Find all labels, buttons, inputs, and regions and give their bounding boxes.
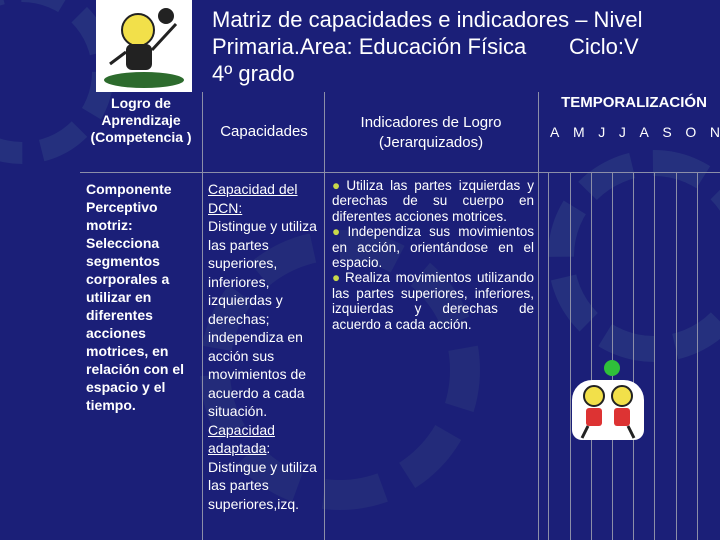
indicador-text: Realiza movimientos utilizando las partes superiores, inferiores, izquierdas y derechas de acuerdo a cada acción. [332, 270, 535, 332]
capacidad-adaptada-colon: : [266, 440, 271, 456]
capacidad-adaptada-text: Distingue y utiliza las partes superiores,izq. [208, 458, 317, 512]
month-header: O [685, 124, 697, 140]
month-column-divider [548, 172, 549, 540]
header-temporalizacion: TEMPORALIZACIÓN [561, 94, 707, 111]
page-title [212, 6, 712, 87]
month-column-divider [591, 172, 592, 540]
indicador-item [332, 178, 534, 224]
month-column-divider [697, 172, 698, 540]
month-header: M [572, 124, 585, 140]
title-line-2: Primaria.Area: Educación Física Ciclo:V [212, 34, 639, 59]
column-divider [538, 92, 539, 540]
month-column-divider [612, 172, 613, 540]
month-column-divider [633, 172, 634, 540]
header-divider [80, 172, 720, 173]
month-column-divider [654, 172, 655, 540]
indicador-item [332, 224, 534, 270]
capacities-matrix-table [80, 92, 720, 540]
month-column-divider [570, 172, 571, 540]
capacidad-adaptada-label: Capacidad adaptada [208, 421, 275, 456]
capacidades-cell [208, 180, 320, 513]
cartoon-character-clipart-icon [96, 0, 192, 92]
indicador-text: Independiza sus movimientos en acción, orientándose en el espacio. [332, 224, 534, 271]
column-divider [202, 92, 203, 540]
capacidad-dcn-label: Capacidad del DCN: [208, 181, 298, 216]
children-playing-clipart-icon [572, 380, 644, 440]
bullet-icon: ● [332, 178, 344, 193]
header-indicadores-line-1: Indicadores de Logro [360, 114, 502, 131]
indicadores-cell [332, 178, 534, 332]
indicador-text: Utiliza las partes izquierdas y derechas de su cuerpo en diferentes acciones motrices. [332, 178, 534, 224]
month-column-divider [676, 172, 677, 540]
month-header: J [598, 124, 606, 140]
header-indicadores-line-2: (Jerarquizados) [378, 134, 484, 151]
month-header: N [709, 124, 720, 140]
bullet-icon: ● [332, 270, 342, 286]
header-capacidades: Capacidades [220, 123, 308, 140]
month-header: A [550, 124, 560, 140]
title-line-1: Matriz de capacidades e indicadores – Nivel [212, 7, 643, 32]
capacidad-dcn-text: Distingue y utiliza las partes superiores, inferiores, izquierdas y derechas; independiza en acción sus movimientos de acuerdo a cada situación. [208, 218, 317, 419]
month-headers [550, 124, 720, 140]
month-header: A [639, 124, 649, 140]
green-ball-icon [604, 360, 620, 376]
bullet-icon: ● [332, 224, 345, 240]
month-header: S [662, 124, 672, 140]
column-divider [324, 92, 325, 540]
header-logro: Logro de Aprendizaje (Competencia ) [90, 95, 192, 145]
header-indicadores [328, 113, 534, 153]
title-line-3: 4º grado [212, 61, 295, 86]
month-header: J [618, 124, 626, 140]
logro-cell: Componente Perceptivo motriz: Selecciona segmentos corporales a utilizar en diferentes acciones motrices, en relación con el espacio y el tiempo. [86, 181, 185, 413]
indicador-item [332, 270, 534, 332]
